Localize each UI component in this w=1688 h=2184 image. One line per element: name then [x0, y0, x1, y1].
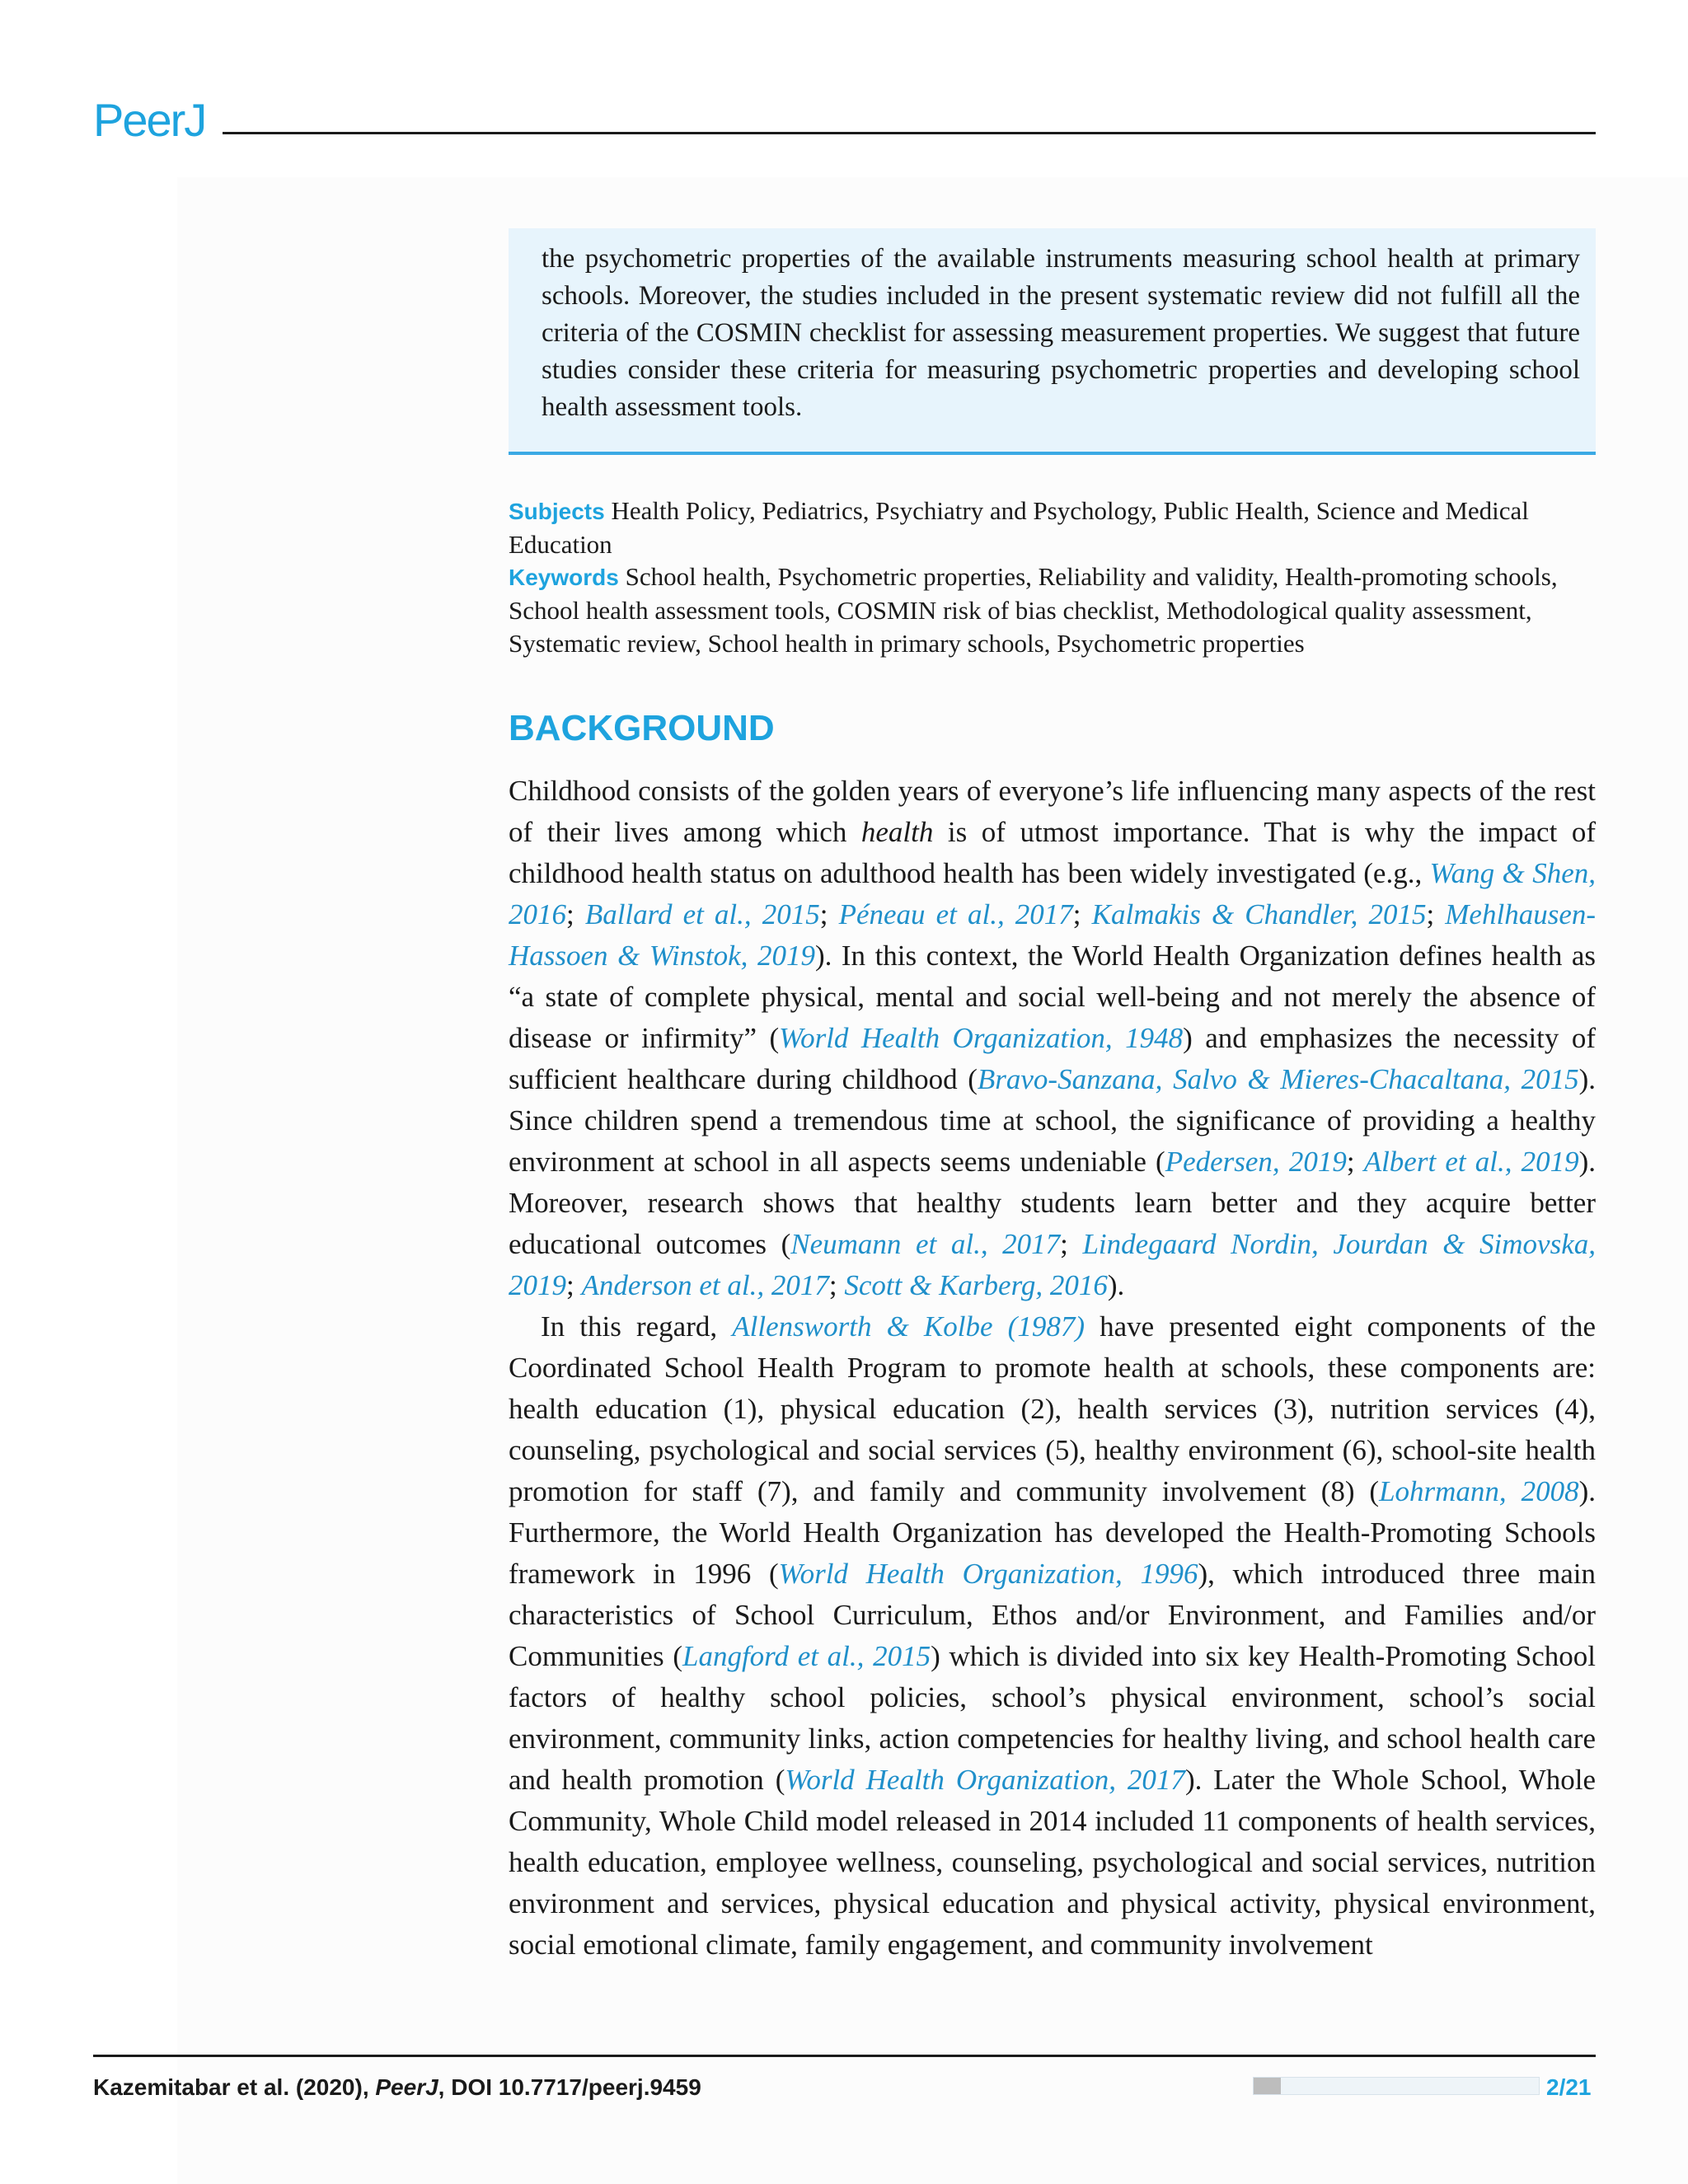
citation-link[interactable]: Anderson et al., 2017 [581, 1269, 829, 1301]
paragraph-1 [509, 771, 1596, 1306]
citation-link[interactable]: Lindegaard Nordin, Jourdan & Simovska, 2019 [509, 1228, 1596, 1301]
abstract-text: the psychometric properties of the available instruments measuring school health at primary schools. Moreover, the studies included in the present systematic review did not fulfill all the criteria of the COSMIN checklist for assessing measurement properties. We suggest that future studies consider these criteria for measuring psychometric properties and developing school health assessment tools. [542, 244, 1580, 422]
separator: ; [566, 898, 585, 930]
subjects-text: Health Policy, Pediatrics, Psychiatry and Psychology, Public Health, Science and Medical Education [509, 496, 1529, 559]
separator: ; [1346, 1146, 1364, 1178]
citation-link[interactable]: World Health Organization, 1948 [779, 1022, 1184, 1054]
text-run: is of utmost importance. That is why the impact of childhood health status on adulthood health has been widely investigated (e.g., [509, 816, 1596, 889]
text-run: ). Since children spend a tremendous time at school, the significance of providing a healthy environment at school in all aspects seems undeniable ( [509, 1063, 1596, 1178]
page-number: 2/21 [1546, 2074, 1592, 2100]
paragraph-2 [509, 1306, 1596, 1966]
citation-link[interactable]: Langford et al., 2015 [682, 1640, 931, 1672]
citation-link[interactable]: Neumann et al., 2017 [790, 1228, 1061, 1260]
footer-authors: Kazemitabar et al. (2020), [93, 2074, 376, 2100]
citation-link[interactable]: World Health Organization, 1996 [778, 1558, 1198, 1590]
separator: ; [1060, 1228, 1083, 1260]
emphasis: health [860, 816, 934, 848]
citation-link[interactable]: Kalmakis & Chandler, 2015 [1091, 898, 1427, 930]
text-run: ). [1107, 1269, 1125, 1301]
text-run: Childhood consists of the golden years of everyone’s life influencing many aspects of the rest of their lives among which [509, 775, 1596, 848]
footer-doi[interactable]: , DOI 10.7717/peerj.9459 [438, 2074, 701, 2100]
text-run: have presented eight components of the Coordinated School Health Program to promote health at schools, these components are: health education (1), physical education (2), health services (3), nutrition services (4), counseling, psychological and social services (5), healthy environment (6), school-site health promotion for staff (7), and family and community involvement (8) ( [509, 1310, 1596, 1507]
separator: ; [1072, 898, 1092, 930]
separator: ; [1426, 898, 1446, 930]
citation-link[interactable]: Ballard et al., 2015 [584, 898, 820, 930]
citation-link[interactable]: Allensworth & Kolbe (1987) [732, 1310, 1085, 1343]
page-progress-fill [1254, 2078, 1281, 2094]
text-run: ). Furthermore, the World Health Organization has developed the Health-Promoting Schools framework in 1996 ( [509, 1475, 1596, 1590]
citation-link[interactable]: Mehlhausen-Hassoen & Winstok, 2019 [509, 898, 1597, 972]
header-rule [223, 132, 1596, 134]
text-run: ) and emphasizes the necessity of sufficient healthcare during childhood ( [509, 1022, 1596, 1095]
peerj-logo[interactable]: PeerJ [93, 94, 206, 146]
citation-link[interactable]: Wang & Shen, 2016 [509, 857, 1596, 930]
separator: ; [819, 898, 839, 930]
citation-link[interactable]: Albert et al., 2019 [1363, 1146, 1579, 1178]
subjects-label: Subjects [509, 499, 605, 524]
section-heading-background: BACKGROUND [509, 708, 775, 748]
keywords-label: Keywords [509, 565, 619, 590]
separator: ; [828, 1269, 845, 1301]
body-text [509, 771, 1596, 1966]
page-progress-bar [1253, 2077, 1540, 2095]
citation-link[interactable]: Péneau et al., 2017 [838, 898, 1073, 930]
text-run: ). In this context, the World Health Organization defines health as “a state of complete physical, mental and social well-being and not merely the absence of disease or infirmity” ( [509, 940, 1596, 1054]
keywords-text: School health, Psychometric properties, Reliability and validity, Health-promoting schools, School health assessment tools, COSMIN risk of bias checklist, Methodological quality assessment, Systematic review, School health in primary schools, Psychometric properties [509, 562, 1558, 658]
footer-rule [93, 2055, 1596, 2057]
citation-link[interactable]: Lohrmann, 2008 [1379, 1475, 1579, 1507]
citation-link[interactable]: Pedersen, 2019 [1165, 1146, 1347, 1178]
keywords-line [509, 560, 1596, 660]
footer-citation [93, 2074, 701, 2102]
separator: ; [566, 1269, 582, 1301]
citation-link[interactable]: Bravo-Sanzana, Salvo & Mieres-Chacaltana, 2015 [977, 1063, 1579, 1095]
footer-journal: PeerJ [375, 2074, 438, 2100]
subjects-line [509, 494, 1596, 561]
text-run: ). Moreover, research shows that healthy students learn better and they acquire better educational outcomes ( [509, 1146, 1597, 1260]
text-run: ) which is divided into six key Health-Promoting School factors of healthy school policies, school’s physical environment, school’s social environment, community links, action competencies for healthy living, and school health care and health promotion ( [509, 1640, 1597, 1796]
citation-link[interactable]: Scott & Karberg, 2016 [844, 1269, 1108, 1301]
text-run: ). Later the Whole School, Whole Community, Whole Child model released in 2014 included 11 components of health services, health education, employee wellness, counseling, psychological and social services, nutrition environment and services, physical education and physical activity, physical environment, social emotional climate, family engagement, and community involvement [509, 1764, 1596, 1961]
abstract-box [509, 228, 1596, 455]
citation-link[interactable]: World Health Organization, 2017 [785, 1764, 1185, 1796]
text-run: In this regard, [541, 1310, 733, 1343]
text-run: ), which introduced three main characteristics of School Curriculum, Ethos and/or Environment, and Families and/or Communities ( [509, 1558, 1596, 1672]
